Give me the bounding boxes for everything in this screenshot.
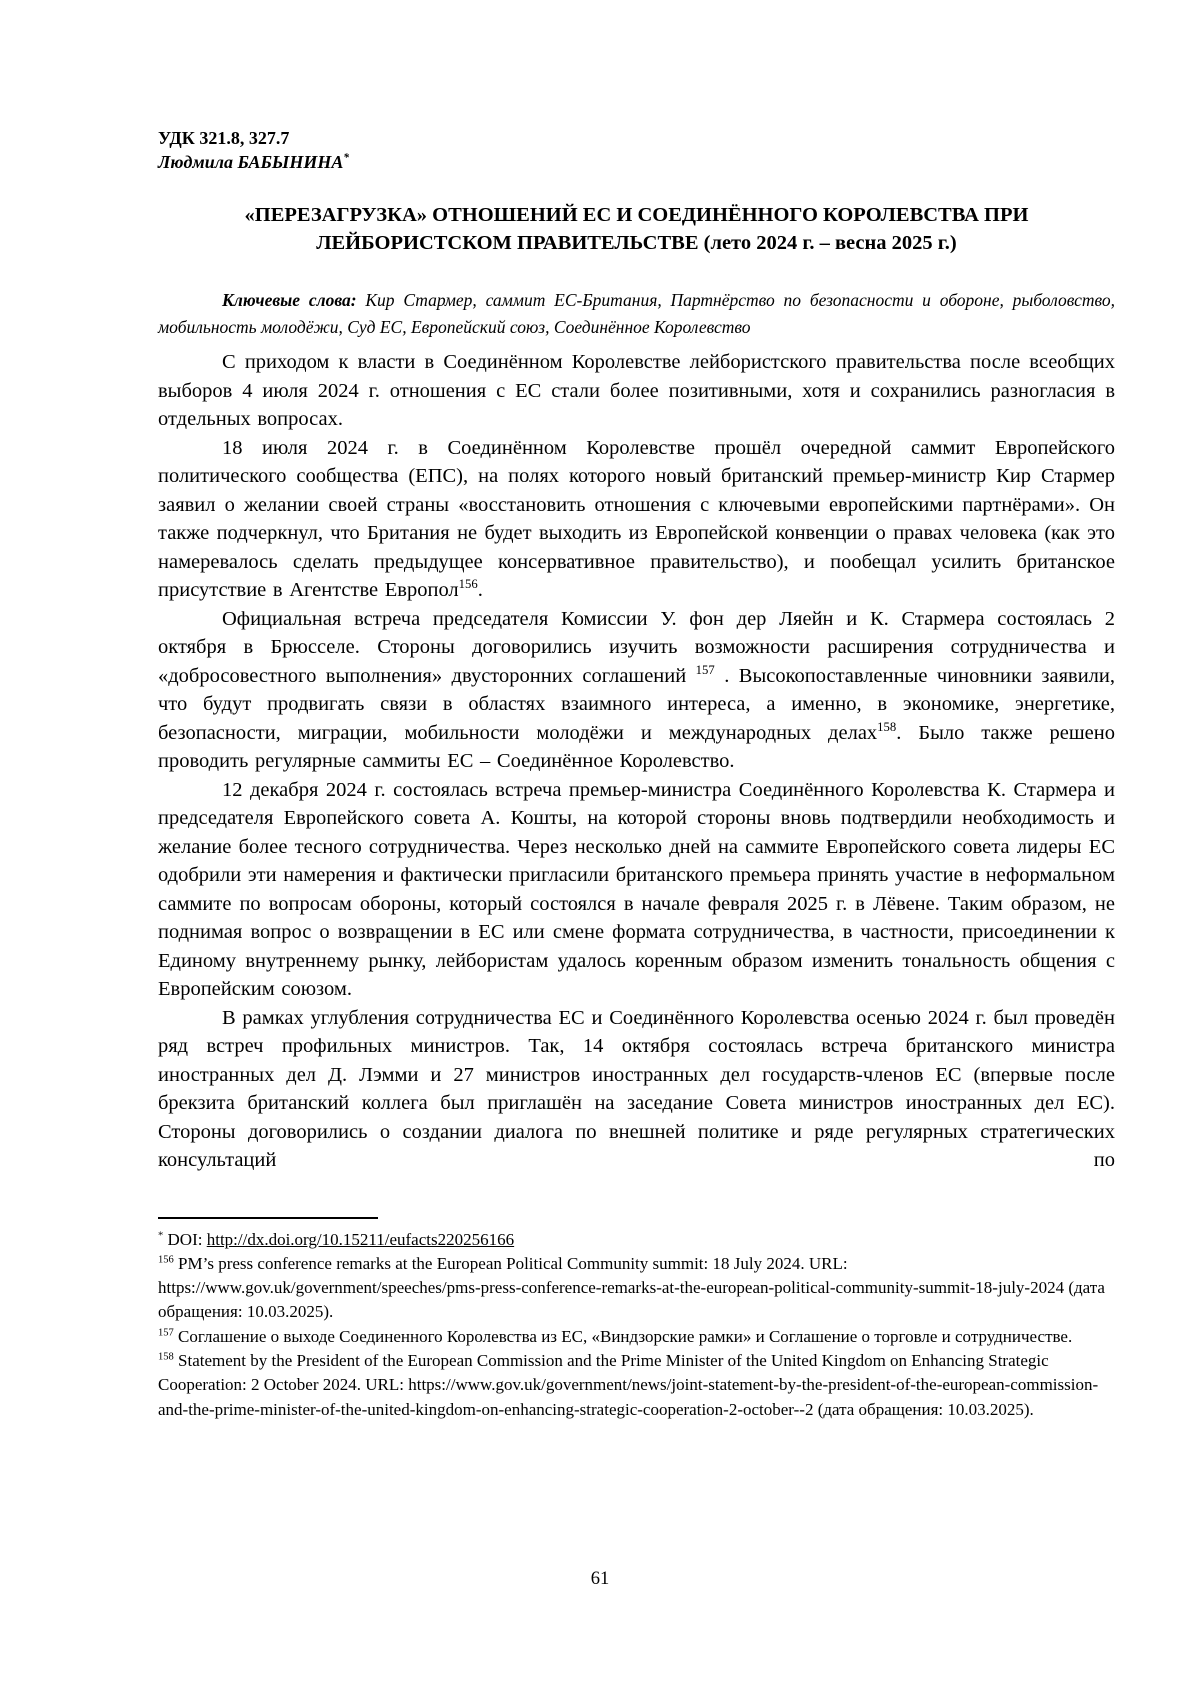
page-number: 61 (590, 1569, 610, 1589)
footnote-marker-asterisk: * (158, 1229, 164, 1241)
doi-link[interactable]: http://dx.doi.org/10.15211/eufacts220256166 (206, 1229, 515, 1249)
article-title-line-1: «ПЕРЕЗАГРУЗКА» ОТНОШЕНИЙ ЕС И СОЕДИНЁННОГО КОРОЛЕВСТВА ПРИ (244, 204, 1029, 226)
keywords-block (158, 287, 1115, 341)
footnote-marker-158: 158 (158, 1351, 174, 1363)
footnote-ref-158: 158 (877, 719, 897, 734)
paragraph-commission-meeting: Официальная встреча председателя Комиссии У. фон дер Ляейн и К. Стармера состоялась 2 октября в Брюсселе. Стороны договорились изучить возможности расширения сотрудничества и «добросовестного выполнения» двусторонних соглашений $^{157}$ . Высокопоставленные чиновники заявили, что будут продвигать связи в областях взаимного интереса, а именно, в экономике, энергетике, безопасности, миграции, мобильности молодёжи и международных делах$^{158}$. Было также решено проводить регулярные саммиты ЕС – Соединённое Королевство. (158, 607, 1115, 772)
udc-code: УДК 321.8, 327.7 (158, 128, 290, 148)
keywords-text: Кир Стармер, саммит ЕС-Британия, Партнёрство по безопасности и обороне, рыболовство, мобильность молодёжи, Суд ЕС, Европейский союз, Соединённое Королевство (158, 290, 1115, 337)
footnote-ref-156: 156 (458, 577, 478, 592)
footnote-158: $^{158}$ Statement by the President of the European Commission and the Prime Minister of the United Kingdom on Enhancing Strategic Cooperation: 2 October 2024. URL: https://www.gov.uk/government/news/joint-statement-by-the-president-of-the-european-commission-and-the-prime-minister-of-the-united-kingdom-on-enhancing-strategic-cooperation-2-october--2 (дата обращения: 10.03.2025). (158, 1350, 1099, 1419)
footnote-doi: * DOI: http://dx.doi.org/10.15211/eufacts220256166 (158, 1229, 515, 1249)
article-title (158, 201, 1115, 257)
footnote-156: $^{156}$ PM’s press conference remarks at the European Political Community summit: 18 July 2024. URL: https://www.gov.uk/government/speeches/pms-press-conference-remarks-at-the-european-political-community-summit-18-july-2024 (дата обращения: 10.03.2025). (158, 1253, 1105, 1322)
author-footnote-mark: * (343, 152, 349, 164)
author-name-text: Людмила БАБЫНИНА (158, 152, 344, 172)
paragraph-epc-summit: 18 июля 2024 г. в Соединённом Королевстве прошёл очередной саммит Европейского политического сообщества (ЕПС), на полях которого новый британский премьер-министр Кир Стармер заявил о желании своей страны «восстановить отношения с ключевыми европейскими партнёрами». Он также подчеркнул, что Британия не будет выходить из Европейской конвенции о правах человека (как это намеревалось сделать предыдущее консервативное правительство), и пообещал усилить британское присутствие в Агентстве Европол$^{156}$. (158, 436, 1115, 601)
paragraph-ministers-meetings: В рамках углубления сотрудничества ЕС и Соединённого Королевства осенью 2024 г. был проведён ряд встреч профильных министров. Так, 14 октября состоялась встреча британского министра иностранных дел Д. Лэмми и 27 министров иностранных дел государств-членов ЕС (впервые после брекзита британский коллега был приглашён на заседание Совета министров иностранных дел ЕС). Стороны договорились о создании диалога по внешней политике и ряде регулярных стратегических консультаций по (158, 1006, 1115, 1171)
footnote-marker-156: 156 (158, 1254, 174, 1266)
footnote-separator (158, 1217, 378, 1219)
footnote-marker-157: 157 (158, 1327, 174, 1339)
keywords-label: Ключевые слова: (222, 290, 357, 310)
article-body (158, 348, 1115, 1175)
paragraph-december-meeting: 12 декабря 2024 г. состоялась встреча премьер-министра Соединённого Королевства К. Стармера и председателя Европейского совета А. Кошты, на которой стороны вновь подтвердили необходимость и желание более тесного сотрудничества. Через несколько дней на саммите Европейского совета лидеры ЕС одобрили эти намерения и фактически пригласили британского премьера принять участие в неформальном саммите по вопросам обороны, который состоялся в начале февраля 2025 г. в Лёвене. Таким образом, не поднимая вопрос о возвращении в ЕС или смене формата сотрудничества, в частности, присоединении к Единому внутреннему рынку, лейбористам удалось коренным образом изменить тональность общения с Европейским союзом. (158, 778, 1115, 1000)
footnotes-section (158, 1228, 1115, 1422)
footnote-157: $^{157}$ Соглашение о выходе Соединенного Королевства из ЕС, «Виндзорские рамки» и Соглашение о торговле и сотрудничестве. (158, 1326, 1073, 1346)
article-header (158, 126, 1115, 174)
article-title-line-2: ЛЕЙБОРИСТСКОМ ПРАВИТЕЛЬСТВЕ (лето 2024 г. – весна 2025 г.) (316, 232, 957, 254)
footnote-ref-157: 157 (695, 662, 715, 677)
author-name (158, 150, 1115, 174)
paragraph-intro: С приходом к власти в Соединённом Королевстве лейбористского правительства после всеобщих выборов 4 июля 2024 г. отношения с ЕС стали более позитивными, хотя и сохранились разногласия в отдельных вопросах. (158, 351, 1115, 430)
